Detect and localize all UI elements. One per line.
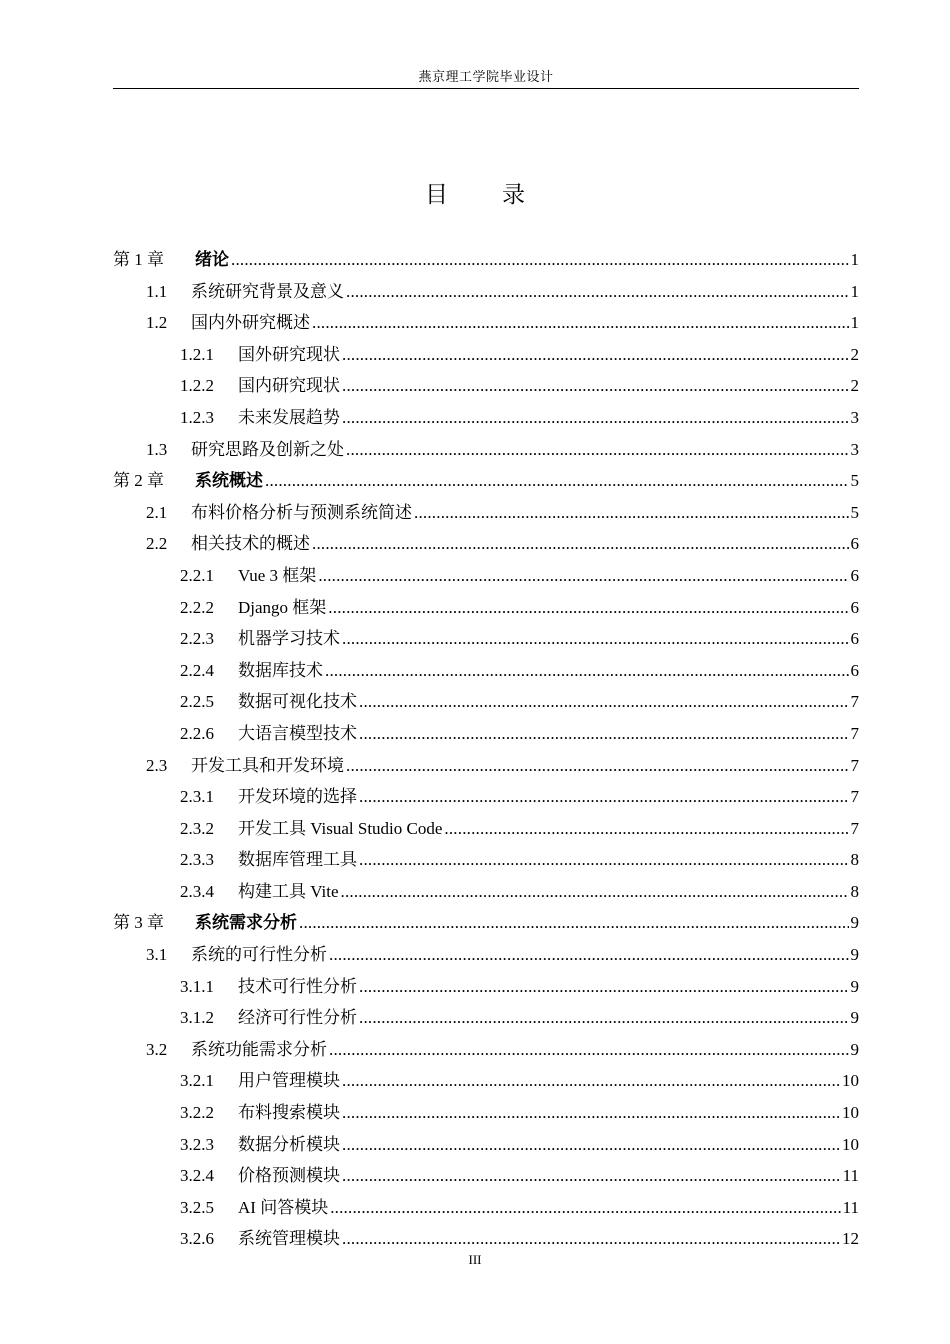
dot-leader [231, 244, 849, 276]
toc-entry[interactable] [113, 750, 859, 782]
page-number: III [468, 1252, 482, 1267]
toc-entry-page: 11 [842, 1166, 859, 1186]
toc-entry[interactable] [113, 655, 859, 687]
toc-entry-label: 机器学习技术 [238, 629, 340, 649]
toc-entry-page: 6 [850, 660, 859, 680]
dot-leader [312, 307, 849, 339]
dot-leader [330, 1192, 840, 1224]
toc-entry-label: 未来发展趋势 [238, 407, 340, 427]
toc-title: 目录 [425, 182, 579, 207]
toc-entry[interactable] [113, 276, 859, 308]
toc-entry-label: 大语言模型技术 [238, 723, 357, 743]
toc-entry-label: 相关技术的概述 [191, 534, 310, 554]
toc-entry[interactable] [113, 1192, 859, 1224]
toc-entry-page: 1 [850, 281, 859, 301]
toc-entry[interactable] [113, 1002, 859, 1034]
toc-entry-number: 2.2.2 [180, 597, 214, 617]
toc-entry[interactable] [113, 339, 859, 371]
toc-entry-number: 3.2 [146, 1039, 168, 1059]
toc-entry-page: 11 [842, 1197, 859, 1217]
toc-entry-number: 1.2.2 [180, 376, 214, 396]
toc-entry-number: 2.3.3 [180, 850, 214, 870]
toc-entry[interactable] [113, 718, 859, 750]
dot-leader [342, 402, 849, 434]
dot-leader [359, 1002, 849, 1034]
toc-entry-label: 价格预测模块 [238, 1166, 340, 1186]
dot-leader [328, 592, 848, 624]
dot-leader [346, 750, 849, 782]
dot-leader [359, 686, 849, 718]
toc-entry-number: 第 1 章 [113, 250, 164, 269]
toc-entry-page: 3 [850, 439, 859, 459]
toc-entry-label: 国外研究现状 [238, 344, 340, 364]
toc-entry-label: 系统研究背景及意义 [191, 281, 344, 301]
toc-entry-number: 2.2.5 [180, 692, 214, 712]
toc-entry-number: 2.3.4 [180, 881, 214, 901]
toc-entry-label: 开发工具 Visual Studio Code [238, 818, 443, 838]
toc-entry-label: Django 框架 [238, 597, 327, 617]
page-header: 燕京理工学院毕业设计 [418, 69, 554, 84]
toc-entry[interactable] [113, 370, 859, 402]
dot-leader [325, 655, 849, 687]
toc-entry-number: 3.2.4 [180, 1166, 214, 1186]
dot-leader [265, 465, 849, 497]
toc-entry[interactable] [113, 1034, 859, 1066]
toc-entry-number: 2.2 [146, 534, 168, 554]
toc-entry-page: 9 [850, 1039, 859, 1059]
toc-entry-label: 数据库管理工具 [238, 850, 357, 870]
toc-entry-label: 用户管理模块 [238, 1071, 340, 1091]
dot-leader [342, 1223, 840, 1255]
toc-entry-label: 系统的可行性分析 [191, 945, 327, 965]
toc-entry-label: 系统管理模块 [238, 1229, 340, 1249]
toc-entry-number: 3.1 [146, 945, 168, 965]
toc-entry-label: 技术可行性分析 [238, 976, 357, 996]
toc-entry-page: 9 [850, 945, 859, 965]
dot-leader [342, 1160, 841, 1192]
toc-entry-page: 5 [850, 471, 859, 491]
toc-entry-number: 3.2.2 [180, 1103, 214, 1123]
toc-entry-label: 开发环境的选择 [238, 787, 357, 807]
toc-entry-number: 第 2 章 [113, 471, 164, 491]
toc-entry[interactable] [113, 528, 859, 560]
toc-entry-number: 3.1.2 [180, 1008, 214, 1028]
toc-entry-page: 9 [850, 976, 859, 996]
toc-entry-page: 9 [850, 913, 859, 933]
toc-entry-label: 系统功能需求分析 [191, 1039, 327, 1059]
toc-entry-page: 8 [850, 850, 859, 870]
toc-entry[interactable] [113, 781, 859, 813]
toc-entry-label: 数据库技术 [238, 660, 323, 680]
dot-leader [444, 813, 848, 845]
dot-leader [342, 339, 849, 371]
toc-entry-number: 3.2.6 [180, 1229, 214, 1249]
dot-leader [359, 718, 849, 750]
dot-leader [341, 876, 849, 908]
toc-entry[interactable] [113, 560, 859, 592]
toc-entry[interactable] [113, 1129, 859, 1161]
toc-entry[interactable] [113, 465, 859, 497]
toc-entry-label: 国内研究现状 [238, 376, 340, 396]
toc-entry-number: 1.1 [146, 281, 168, 301]
toc-entry[interactable] [113, 434, 859, 466]
toc-entry[interactable] [113, 939, 859, 971]
toc-entry-number: 2.1 [146, 502, 168, 522]
toc-entry-page: 7 [850, 818, 859, 838]
toc-entry[interactable] [113, 844, 859, 876]
toc-entry-label: 国内外研究概述 [191, 313, 310, 333]
toc-entry-page: 6 [850, 565, 859, 585]
toc-entry-label: 经济可行性分析 [238, 1008, 357, 1028]
toc-entry-page: 2 [850, 344, 859, 364]
toc-entry[interactable] [113, 402, 859, 434]
toc-entry-label: 构建工具 Vite [238, 881, 339, 901]
toc-entry-number: 第 3 章 [113, 913, 164, 933]
toc-entry-label: 布料价格分析与预测系统简述 [191, 502, 412, 522]
toc-entry[interactable] [113, 592, 859, 624]
table-of-contents [113, 244, 859, 1255]
toc-entry-page: 3 [850, 407, 859, 427]
toc-entry[interactable] [113, 813, 859, 845]
dot-leader [312, 528, 849, 560]
dot-leader [318, 560, 848, 592]
toc-entry-number: 3.2.5 [180, 1197, 214, 1217]
dot-leader [342, 1097, 840, 1129]
dot-leader [329, 1034, 849, 1066]
toc-entry[interactable] [113, 244, 859, 276]
toc-entry-number: 1.2 [146, 313, 168, 333]
toc-entry-page: 9 [850, 1008, 859, 1028]
toc-entry-label: 开发工具和开发环境 [191, 755, 344, 775]
dot-leader [346, 434, 849, 466]
toc-entry-number: 1.2.1 [180, 344, 214, 364]
toc-entry-number: 2.3.1 [180, 787, 214, 807]
toc-entry[interactable] [113, 623, 859, 655]
toc-entry-number: 2.3.2 [180, 818, 214, 838]
toc-entry[interactable] [113, 497, 859, 529]
dot-leader [342, 1129, 840, 1161]
dot-leader [342, 1065, 840, 1097]
toc-entry[interactable] [113, 1160, 859, 1192]
toc-entry[interactable] [113, 686, 859, 718]
toc-entry-number: 1.3 [146, 439, 168, 459]
toc-entry-label: 绪论 [195, 250, 229, 269]
toc-entry[interactable] [113, 876, 859, 908]
toc-entry-page: 5 [850, 502, 859, 522]
toc-entry-number: 2.2.1 [180, 565, 214, 585]
header-divider [113, 88, 859, 89]
toc-entry-page: 7 [850, 787, 859, 807]
toc-entry[interactable] [113, 307, 859, 339]
toc-entry-number: 3.1.1 [180, 976, 214, 996]
dot-leader [299, 907, 849, 939]
toc-entry-number: 1.2.3 [180, 407, 214, 427]
toc-entry-label: Vue 3 框架 [238, 565, 317, 585]
toc-entry-number: 3.2.1 [180, 1071, 214, 1091]
dot-leader [359, 844, 849, 876]
toc-entry-page: 1 [850, 250, 859, 269]
toc-entry-label: 系统需求分析 [195, 913, 297, 933]
toc-entry-page: 7 [850, 755, 859, 775]
dot-leader [414, 497, 849, 529]
toc-entry-page: 6 [850, 597, 859, 617]
toc-entry-page: 7 [850, 692, 859, 712]
dot-leader [359, 781, 849, 813]
toc-entry-page: 2 [850, 376, 859, 396]
toc-entry-label: 数据可视化技术 [238, 692, 357, 712]
toc-entry-page: 6 [850, 534, 859, 554]
toc-entry-page: 10 [842, 1134, 859, 1154]
toc-entry-page: 10 [842, 1071, 859, 1091]
toc-entry-label: 布料搜索模块 [238, 1103, 340, 1123]
toc-entry[interactable] [113, 1223, 859, 1255]
toc-entry[interactable] [113, 907, 859, 939]
dot-leader [342, 370, 849, 402]
toc-entry[interactable] [113, 1097, 859, 1129]
dot-leader [329, 939, 849, 971]
toc-entry-page: 8 [850, 881, 859, 901]
dot-leader [346, 276, 849, 308]
toc-entry-number: 2.2.4 [180, 660, 214, 680]
toc-entry-page: 7 [850, 723, 859, 743]
toc-entry-page: 6 [850, 629, 859, 649]
toc-entry[interactable] [113, 971, 859, 1003]
toc-entry-page: 1 [850, 313, 859, 333]
dot-leader [342, 623, 849, 655]
toc-entry-number: 2.2.6 [180, 723, 214, 743]
toc-entry-page: 12 [842, 1229, 859, 1249]
toc-entry-number: 3.2.3 [180, 1134, 214, 1154]
dot-leader [359, 971, 849, 1003]
toc-entry-number: 2.3 [146, 755, 168, 775]
toc-entry-page: 10 [842, 1103, 859, 1123]
toc-entry-number: 2.2.3 [180, 629, 214, 649]
toc-entry-label: 研究思路及创新之处 [191, 439, 344, 459]
toc-entry-label: 数据分析模块 [238, 1134, 340, 1154]
toc-entry[interactable] [113, 1065, 859, 1097]
toc-entry-label: 系统概述 [195, 471, 263, 491]
toc-entry-label: AI 问答模块 [238, 1197, 329, 1217]
